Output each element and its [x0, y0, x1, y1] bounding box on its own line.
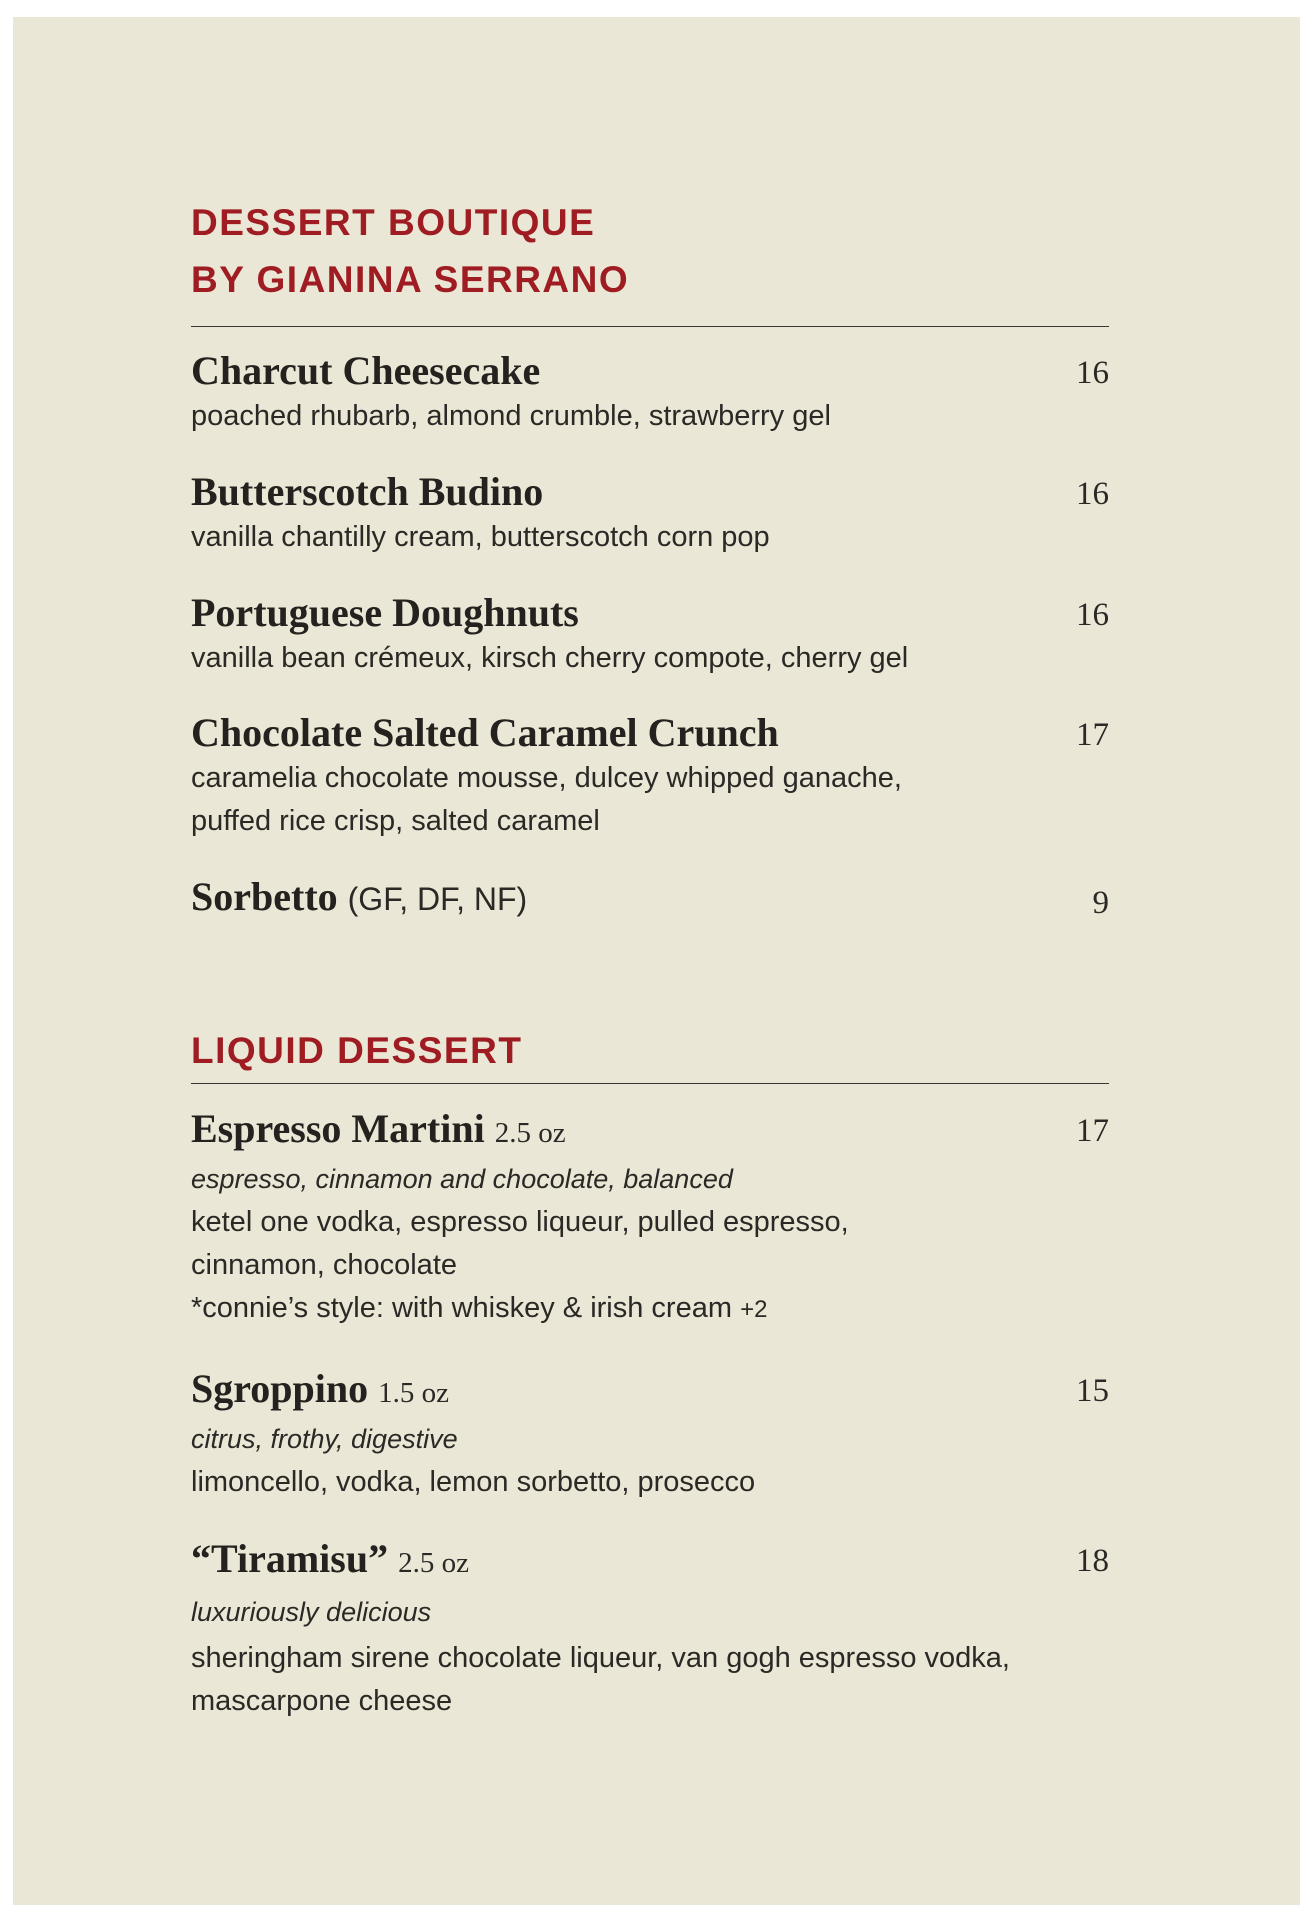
item-name: Charcut Cheesecake [191, 348, 541, 393]
item-name: Sgroppino [191, 1366, 369, 1411]
item-name-row [191, 1105, 1109, 1157]
dessert-section-divider [191, 326, 1109, 327]
item-name: Portuguese Doughnuts [191, 590, 579, 635]
item-price: 18 [1076, 1543, 1109, 1579]
item-description-line1: caramelia chocolate mousse, dulcey whipped ganache, [191, 762, 902, 794]
menu-item-charcut-cheesecake [191, 347, 1109, 438]
item-name: “Tiramisu” [191, 1536, 389, 1581]
item-price: 16 [1076, 476, 1109, 512]
item-pour-size: 2.5 oz [398, 1547, 469, 1579]
dessert-section-title-line2: BY GIANINA SERRANO [191, 259, 630, 300]
item-tagline: citrus, frothy, digestive [191, 1424, 458, 1454]
menu-item-tiramisu [191, 1535, 1109, 1723]
item-price: 17 [1076, 1113, 1109, 1149]
item-price: 16 [1076, 597, 1109, 633]
item-description: poached rhubarb, almond crumble, strawberry gel [191, 400, 831, 432]
item-name: Chocolate Salted Caramel Crunch [191, 710, 779, 755]
item-price: 15 [1076, 1373, 1109, 1409]
variant-text: *connie’s style: with whiskey & irish cream [191, 1292, 732, 1324]
item-name: Butterscotch Budino [191, 469, 544, 514]
menu-item-sorbetto [191, 873, 1109, 923]
menu-item-chocolate-salted-caramel-crunch [191, 709, 1109, 843]
item-name: Sorbetto [191, 874, 338, 919]
dessert-section [191, 194, 1109, 308]
menu-item-sgroppino [191, 1365, 1109, 1504]
variant-price: +2 [740, 1296, 768, 1323]
item-name: Espresso Martini [191, 1106, 485, 1151]
item-price: 17 [1076, 717, 1109, 753]
menu-item-butterscotch-budino [191, 468, 1109, 559]
item-description-line2: cinnamon, chocolate [191, 1249, 457, 1281]
item-name-row [191, 1365, 1109, 1417]
item-description: vanilla bean crémeux, kirsch cherry compote, cherry gel [191, 642, 909, 674]
menu-page [13, 17, 1300, 1905]
menu-item-portuguese-doughnuts [191, 589, 1109, 680]
item-description-line1: sheringham sirene chocolate liqueur, van gogh espresso vodka, [191, 1642, 1010, 1674]
item-price: 16 [1076, 355, 1109, 391]
item-tagline: espresso, cinnamon and chocolate, balanced [191, 1164, 733, 1194]
item-description-line1: ketel one vodka, espresso liqueur, pulled espresso, [191, 1206, 849, 1238]
item-pour-size: 2.5 oz [494, 1117, 566, 1149]
menu-item-espresso-martini [191, 1105, 1109, 1331]
liquid-section-divider [191, 1083, 1109, 1084]
item-variant-note [191, 1287, 1109, 1331]
item-name-row [191, 1535, 1109, 1587]
liquid-section-title: LIQUID DESSERT [191, 1030, 523, 1071]
item-tagline: luxuriously delicious [191, 1597, 432, 1627]
item-description: limoncello, vodka, lemon sorbetto, prosecco [191, 1466, 756, 1498]
item-description-line2: puffed rice crisp, salted caramel [191, 805, 600, 837]
item-description-line2: mascarpone cheese [191, 1685, 453, 1717]
item-price: 9 [1092, 885, 1109, 921]
item-dietary-note: (GF, DF, NF) [347, 881, 528, 917]
item-description: vanilla chantilly cream, butterscotch corn pop [191, 521, 770, 553]
item-pour-size: 1.5 oz [378, 1377, 450, 1409]
dessert-section-title-line1: DESSERT BOUTIQUE [191, 202, 596, 243]
item-name-row [191, 873, 1109, 923]
